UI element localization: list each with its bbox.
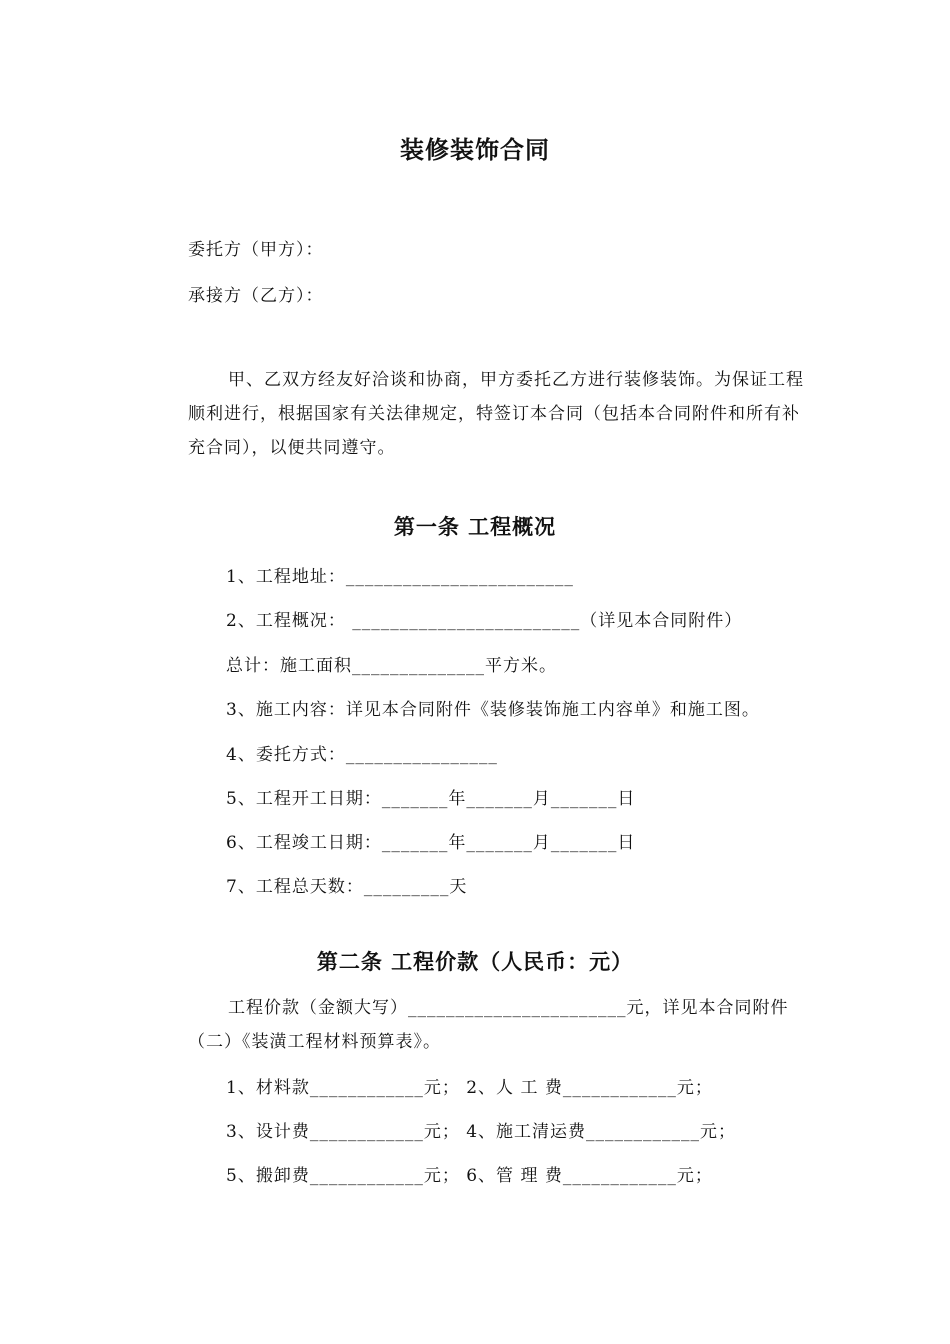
fee-line: 5、搬卸费____________元； 6、管 理 费____________元；	[226, 1166, 713, 1186]
intro-paragraph: 甲、乙双方经友好洽谈和协商，甲方委托乙方进行装修装饰。为保证工程顺利进行，根据国家有关法律规定，特签订本合同（包括本合同附件和所有补充合同），以便共同遵守。	[188, 370, 804, 458]
section1-item: 总计：施工面积______________平方米。	[226, 656, 557, 676]
section1-item: 1、工程地址：________________________	[226, 567, 574, 587]
section1-item: 7、工程总天数：_________天	[226, 877, 468, 897]
section1-item: 5、工程开工日期：_______年_______月_______日	[226, 789, 636, 809]
party-b-line: 承接方（乙方）：	[188, 286, 324, 306]
section1-item: 3、施工内容：详见本合同附件《装修装饰施工内容单》和施工图。	[226, 700, 760, 720]
party-a-line: 委托方（甲方）：	[188, 240, 324, 260]
section2-heading: 第二条 工程价款（人民币：元）	[316, 949, 634, 974]
section1-item: 2、工程概况： ________________________（详见本合同附件）	[226, 611, 743, 631]
section1-item: 6、工程竣工日期：_______年_______月_______日	[226, 833, 636, 853]
section1-item: 4、委托方式：________________	[226, 745, 498, 765]
fee-line: 1、材料款____________元； 2、人 工 费____________元；	[226, 1078, 713, 1098]
section1-heading: 第一条 工程概况	[393, 514, 557, 539]
fee-line: 3、设计费____________元； 4、施工清运费____________元；	[226, 1122, 737, 1142]
price-paragraph: 工程价款（金额大写）_______________________元，详见本合同附件（二）《装潢工程材料预算表》。	[188, 998, 789, 1052]
document-title: 装修装饰合同	[400, 135, 550, 164]
